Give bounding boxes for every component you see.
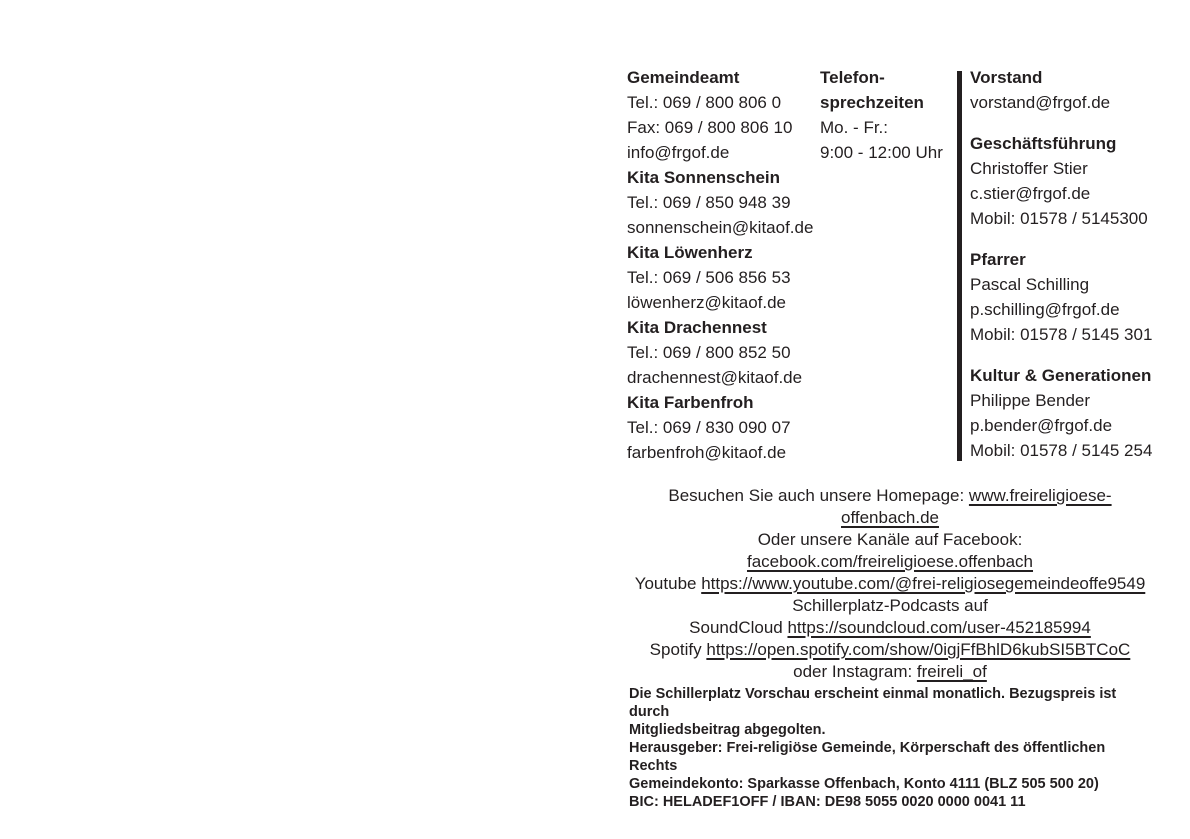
link-line bbox=[628, 661, 1152, 683]
contact-line: Tel.: 069 / 506 856 53 bbox=[627, 268, 791, 287]
contact-group-title: Kita Farbenfroh bbox=[627, 393, 754, 412]
imprint-line: Gemeindekonto: Sparkasse Offenbach, Konto 4111 (BLZ 505 500 20) bbox=[629, 776, 1099, 792]
contact-group-title: Kita Drachennest bbox=[627, 318, 767, 337]
contact-line: Tel.: 069 / 850 948 39 bbox=[627, 193, 791, 212]
contact-group-kita-drachennest bbox=[627, 315, 817, 390]
contact-line: Fax: 069 / 800 806 10 bbox=[627, 118, 793, 137]
imprint-line: Mitgliedsbeitrag abgegolten. bbox=[629, 722, 826, 738]
contact-group-title: Pfarrer bbox=[970, 250, 1026, 269]
contact-group-title: Kita Sonnenschein bbox=[627, 168, 781, 187]
contact-line: Mobil: 01578 / 5145300 bbox=[970, 209, 1148, 228]
instagram-link[interactable]: freireli_of bbox=[916, 662, 987, 681]
imprint-line: Herausgeber: Frei-religiöse Gemeinde, Körperschaft des öffentlichen Rechts bbox=[629, 740, 1106, 774]
contact-line: Philippe Bender bbox=[970, 391, 1091, 410]
link-line bbox=[628, 485, 1152, 529]
phone-hours-title: sprechzeiten bbox=[820, 93, 924, 112]
contact-group-kita-sonnenschein bbox=[627, 165, 817, 240]
link-prefix: Oder unsere Kanäle auf Facebook: bbox=[757, 530, 1023, 549]
contact-group-title: Geschäftsführung bbox=[970, 134, 1117, 153]
contact-line-email: löwenherz@kitaof.de bbox=[627, 293, 787, 312]
contact-group-title: Gemeindeamt bbox=[627, 68, 740, 87]
imprint-line: Die Schillerplatz Vorschau erscheint einmal monatlich. Bezugspreis ist durch bbox=[629, 686, 1117, 720]
phone-hours-line: Mo. - Fr.: bbox=[820, 118, 888, 137]
contact-column-staff bbox=[970, 65, 1185, 463]
contact-line: Pascal Schilling bbox=[970, 275, 1090, 294]
contact-line-email: p.bender@frgof.de bbox=[970, 416, 1113, 435]
link-line bbox=[628, 639, 1152, 661]
contact-line-email: drachennest@kitaof.de bbox=[627, 368, 803, 387]
social-links-block bbox=[628, 485, 1152, 683]
link-prefix: Schillerplatz-Podcasts auf bbox=[792, 596, 988, 615]
imprint-block bbox=[629, 685, 1141, 811]
youtube-link[interactable]: https://www.youtube.com/@frei-religiosegemeindeoffe9549 bbox=[701, 574, 1146, 593]
spotify-link[interactable]: https://open.spotify.com/show/0igjFfBhlD6kubSI5BTCoC bbox=[706, 640, 1131, 659]
imprint-line: BIC: HELADEF1OFF / IBAN: DE98 5055 0020 0000 0041 11 bbox=[629, 794, 1026, 810]
staff-group-kultur-generationen bbox=[970, 363, 1185, 463]
podcast-caption bbox=[628, 595, 1152, 617]
column-divider bbox=[957, 71, 962, 461]
homepage-link[interactable]: www.freireligioese-offenbach.de bbox=[841, 486, 1112, 527]
phone-hours-title: Telefon- bbox=[820, 68, 885, 87]
contact-group-kita-loewenherz bbox=[627, 240, 817, 315]
contact-group-kita-farbenfroh bbox=[627, 390, 817, 465]
contact-line-email: sonnenschein@kitaof.de bbox=[627, 218, 814, 237]
staff-group-vorstand bbox=[970, 65, 1185, 115]
contact-line-email: c.stier@frgof.de bbox=[970, 184, 1091, 203]
staff-group-pfarrer bbox=[970, 247, 1185, 347]
contact-group-title: Vorstand bbox=[970, 68, 1043, 87]
link-prefix: Youtube bbox=[634, 574, 702, 593]
link-prefix: SoundCloud bbox=[689, 618, 788, 637]
contact-line: Mobil: 01578 / 5145 254 bbox=[970, 441, 1153, 460]
link-prefix: Spotify bbox=[649, 640, 707, 659]
contact-line-email: info@frgof.de bbox=[627, 143, 730, 162]
link-line bbox=[628, 529, 1152, 573]
facebook-link[interactable]: facebook.com/freireligioese.offenbach bbox=[746, 552, 1034, 571]
link-prefix: Besuchen Sie auch unsere Homepage: bbox=[668, 486, 969, 505]
contact-line: Tel.: 069 / 830 090 07 bbox=[627, 418, 791, 437]
soundcloud-link[interactable]: https://soundcloud.com/user-452185994 bbox=[787, 618, 1091, 637]
contact-line-email: vorstand@frgof.de bbox=[970, 93, 1111, 112]
contact-line: Mobil: 01578 / 5145 301 bbox=[970, 325, 1153, 344]
contact-group-title: Kita Löwenherz bbox=[627, 243, 753, 262]
link-prefix: oder Instagram: bbox=[793, 662, 917, 681]
phone-hours-block bbox=[820, 65, 955, 165]
contact-line-email: farbenfroh@kitaof.de bbox=[627, 443, 787, 462]
contact-line: Tel.: 069 / 800 806 0 bbox=[627, 93, 782, 112]
phone-hours-line: 9:00 - 12:00 Uhr bbox=[820, 143, 943, 162]
contact-group-gemeindeamt bbox=[627, 65, 817, 165]
contact-group-title: Kultur & Generationen bbox=[970, 366, 1152, 385]
contact-line: Christoffer Stier bbox=[970, 159, 1088, 178]
contact-line-email: p.schilling@frgof.de bbox=[970, 300, 1120, 319]
link-line bbox=[628, 573, 1152, 595]
link-line bbox=[628, 617, 1152, 639]
staff-group-geschaeftsfuehrung bbox=[970, 131, 1185, 231]
contact-column-offices bbox=[627, 65, 817, 465]
contact-line: Tel.: 069 / 800 852 50 bbox=[627, 343, 791, 362]
